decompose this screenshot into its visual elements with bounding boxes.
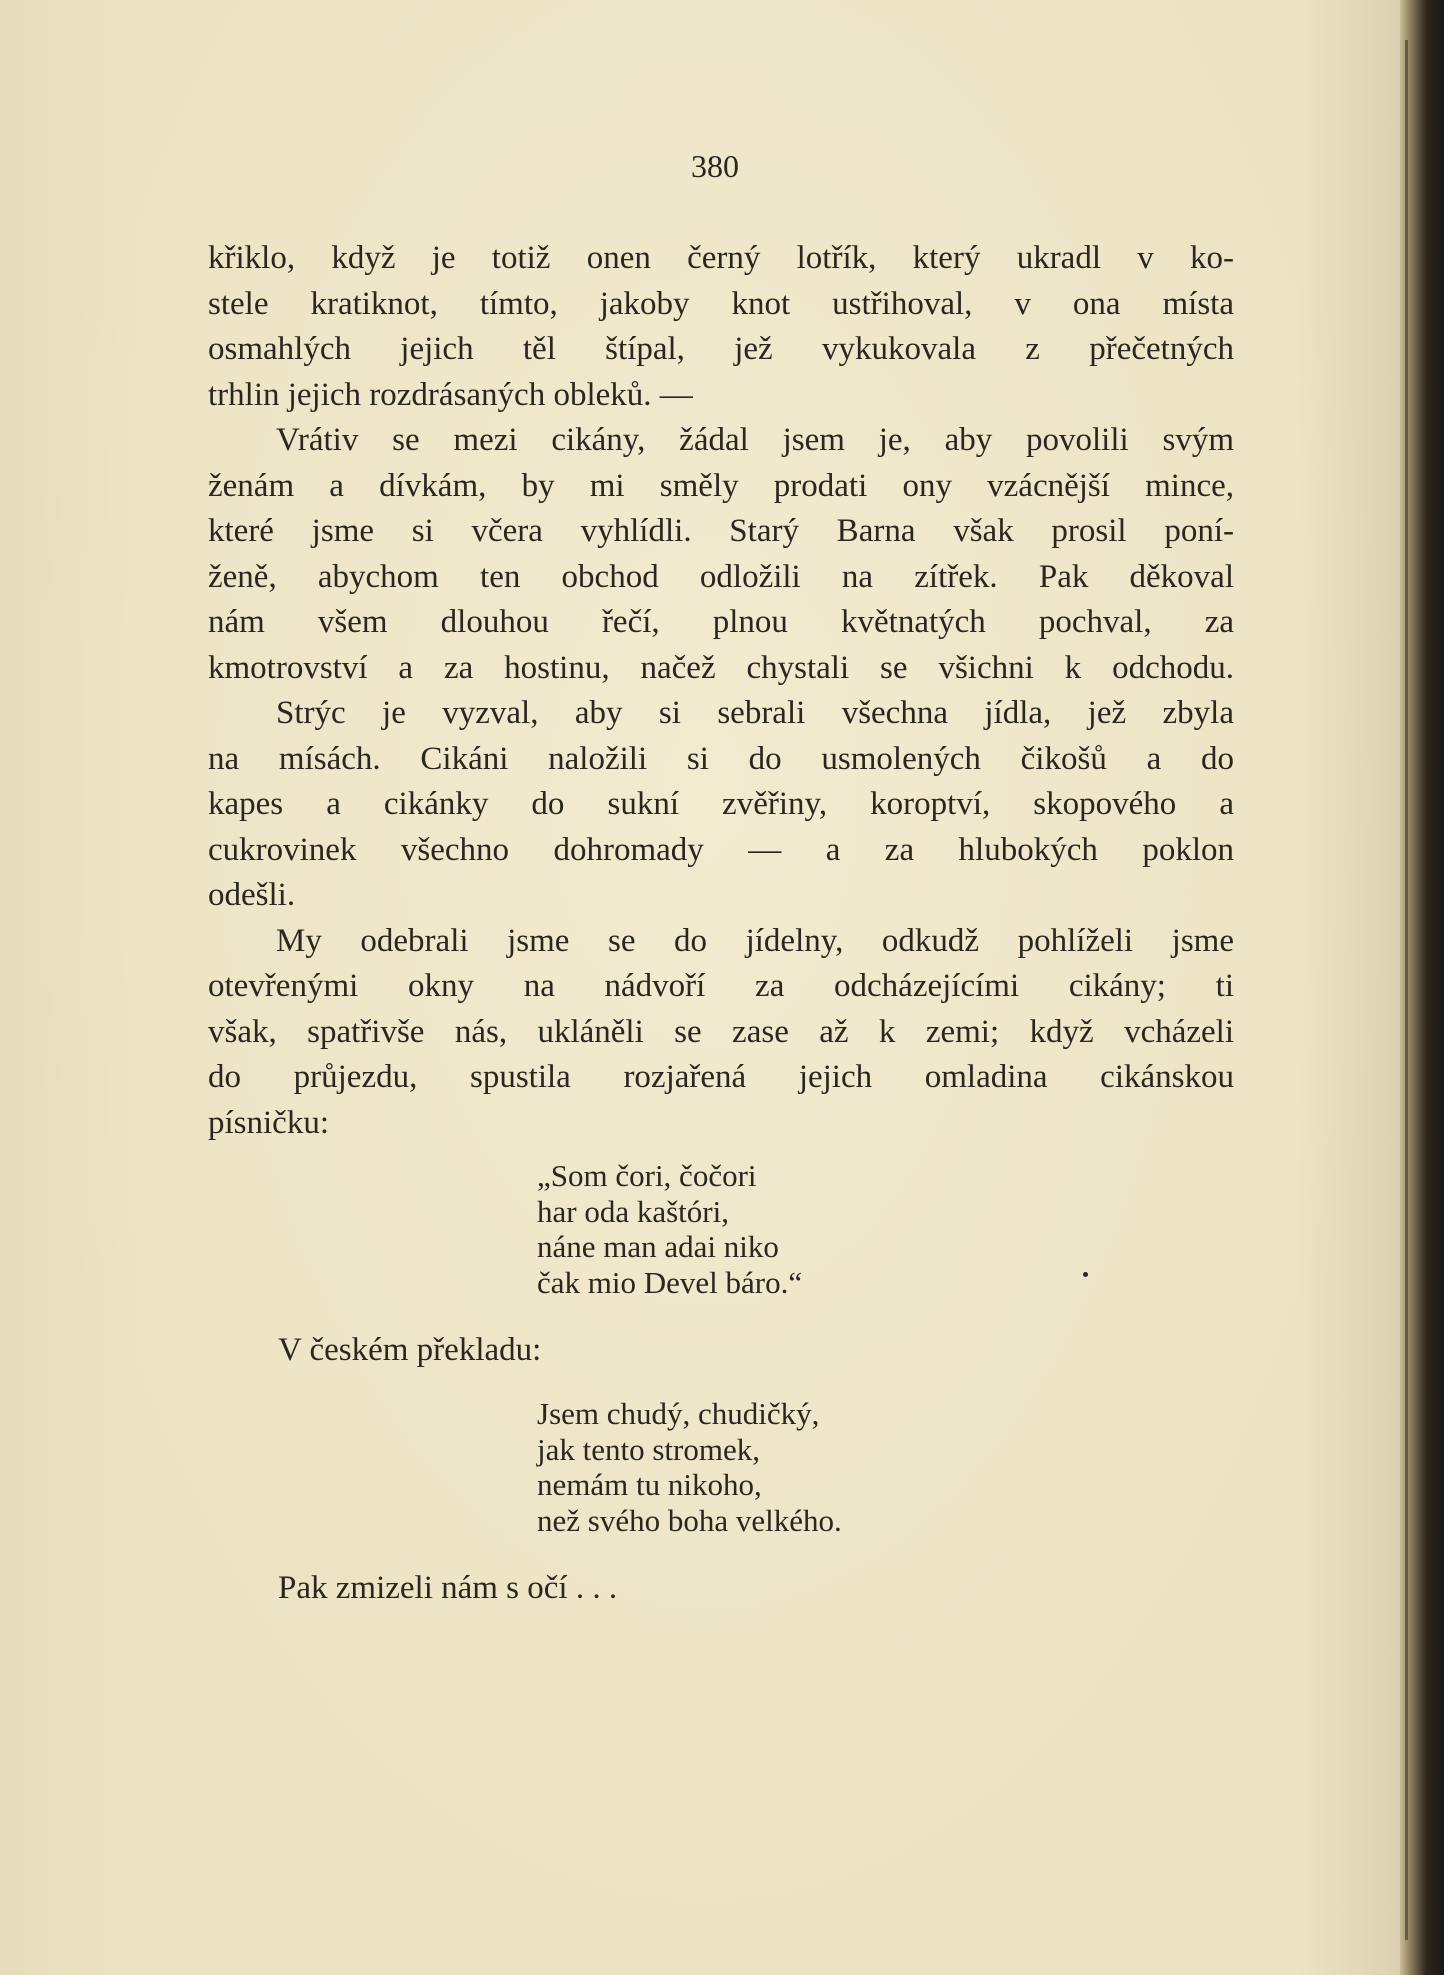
verse-line: nemám tu nikoho, [537, 1467, 762, 1502]
verse-line: než svého boha velkého. [537, 1502, 842, 1538]
text-line: otevřenými okny na nádvoří za odcházejícími cikány; ti [208, 968, 1234, 1004]
body-text [208, 236, 1234, 1146]
text-line: ženě, abychom ten obchod odložili na zítřek. Pak děkoval [208, 558, 1234, 595]
paragraph-3 [208, 691, 1234, 919]
ink-speck [1083, 1272, 1088, 1277]
text-line: odešli. [208, 877, 296, 913]
text-line: trhlin jejich rozdrásaných obleků. — [208, 376, 693, 413]
verse-translation [537, 1396, 842, 1538]
paragraph-4 [208, 919, 1234, 1147]
text-line: do průjezdu, spustila rozjařená jejich omladina cikánskou [208, 1059, 1234, 1095]
text-line: ženám a dívkám, by mi směly prodati ony vzácnější mince, [208, 467, 1234, 504]
paragraph-1 [208, 236, 1234, 418]
verse-line: náne man adai niko [537, 1229, 779, 1264]
text-line: kapes a cikánky do sukní zvěřiny, koroptví, skopového a [208, 786, 1234, 822]
verse-line: har oda kaštóri, [537, 1193, 729, 1229]
verse-line: „Som čori, čočori [537, 1158, 757, 1193]
translation-label: V českém překladu: [278, 1332, 542, 1368]
text-line: nám všem dlouhou řečí, plnou květnatých pochval, za [208, 604, 1234, 640]
verse-line: jak tento stromek, [537, 1431, 760, 1467]
text-line: které jsme si včera vyhlídli. Starý Barna však prosil poní- [208, 513, 1234, 549]
text-line: Strýc je vyzval, aby si sebrali všechna jídla, jež zbyla [276, 695, 1234, 731]
text-line: písničku: [208, 1104, 329, 1141]
page-number: 380 [691, 148, 739, 184]
verse-line: Jsem chudý, chudičký, [537, 1396, 820, 1431]
text-line: na mísách. Cikáni naložili si do usmolených čikošů a do [208, 740, 1234, 777]
text-line: My odebrali jsme se do jídelny, odkudž pohlíželi jsme [276, 922, 1234, 959]
text-line: křiklo, když je totiž onen černý lotřík, který ukradl v ko- [208, 240, 1234, 276]
verse-original [537, 1158, 802, 1300]
text-line: osmahlých jejich těl štípal, jež vykukovala z přečetných [208, 331, 1234, 367]
text-line: Vrátiv se mezi cikány, žádal jsem je, aby povolili svým [276, 422, 1234, 458]
text-line: kmotrovství a za hostinu, načež chystali se všichni k odchodu. [208, 649, 1234, 686]
text-line: však, spatřivše nás, ukláněli se zase až k zemi; když vcházeli [208, 1013, 1234, 1050]
text-line: stele kratiknot, tímto, jakoby knot ustřihoval, v ona místa [208, 285, 1234, 322]
paragraph-2 [208, 418, 1234, 691]
closing-line: Pak zmizeli nám s očí . . . [278, 1570, 618, 1606]
verse-line: čak mio Devel báro.“ [537, 1264, 803, 1300]
text-line: cukrovinek všechno dohromady — a za hlubokých poklon [208, 831, 1234, 868]
book-spine-edge [1405, 40, 1408, 1940]
